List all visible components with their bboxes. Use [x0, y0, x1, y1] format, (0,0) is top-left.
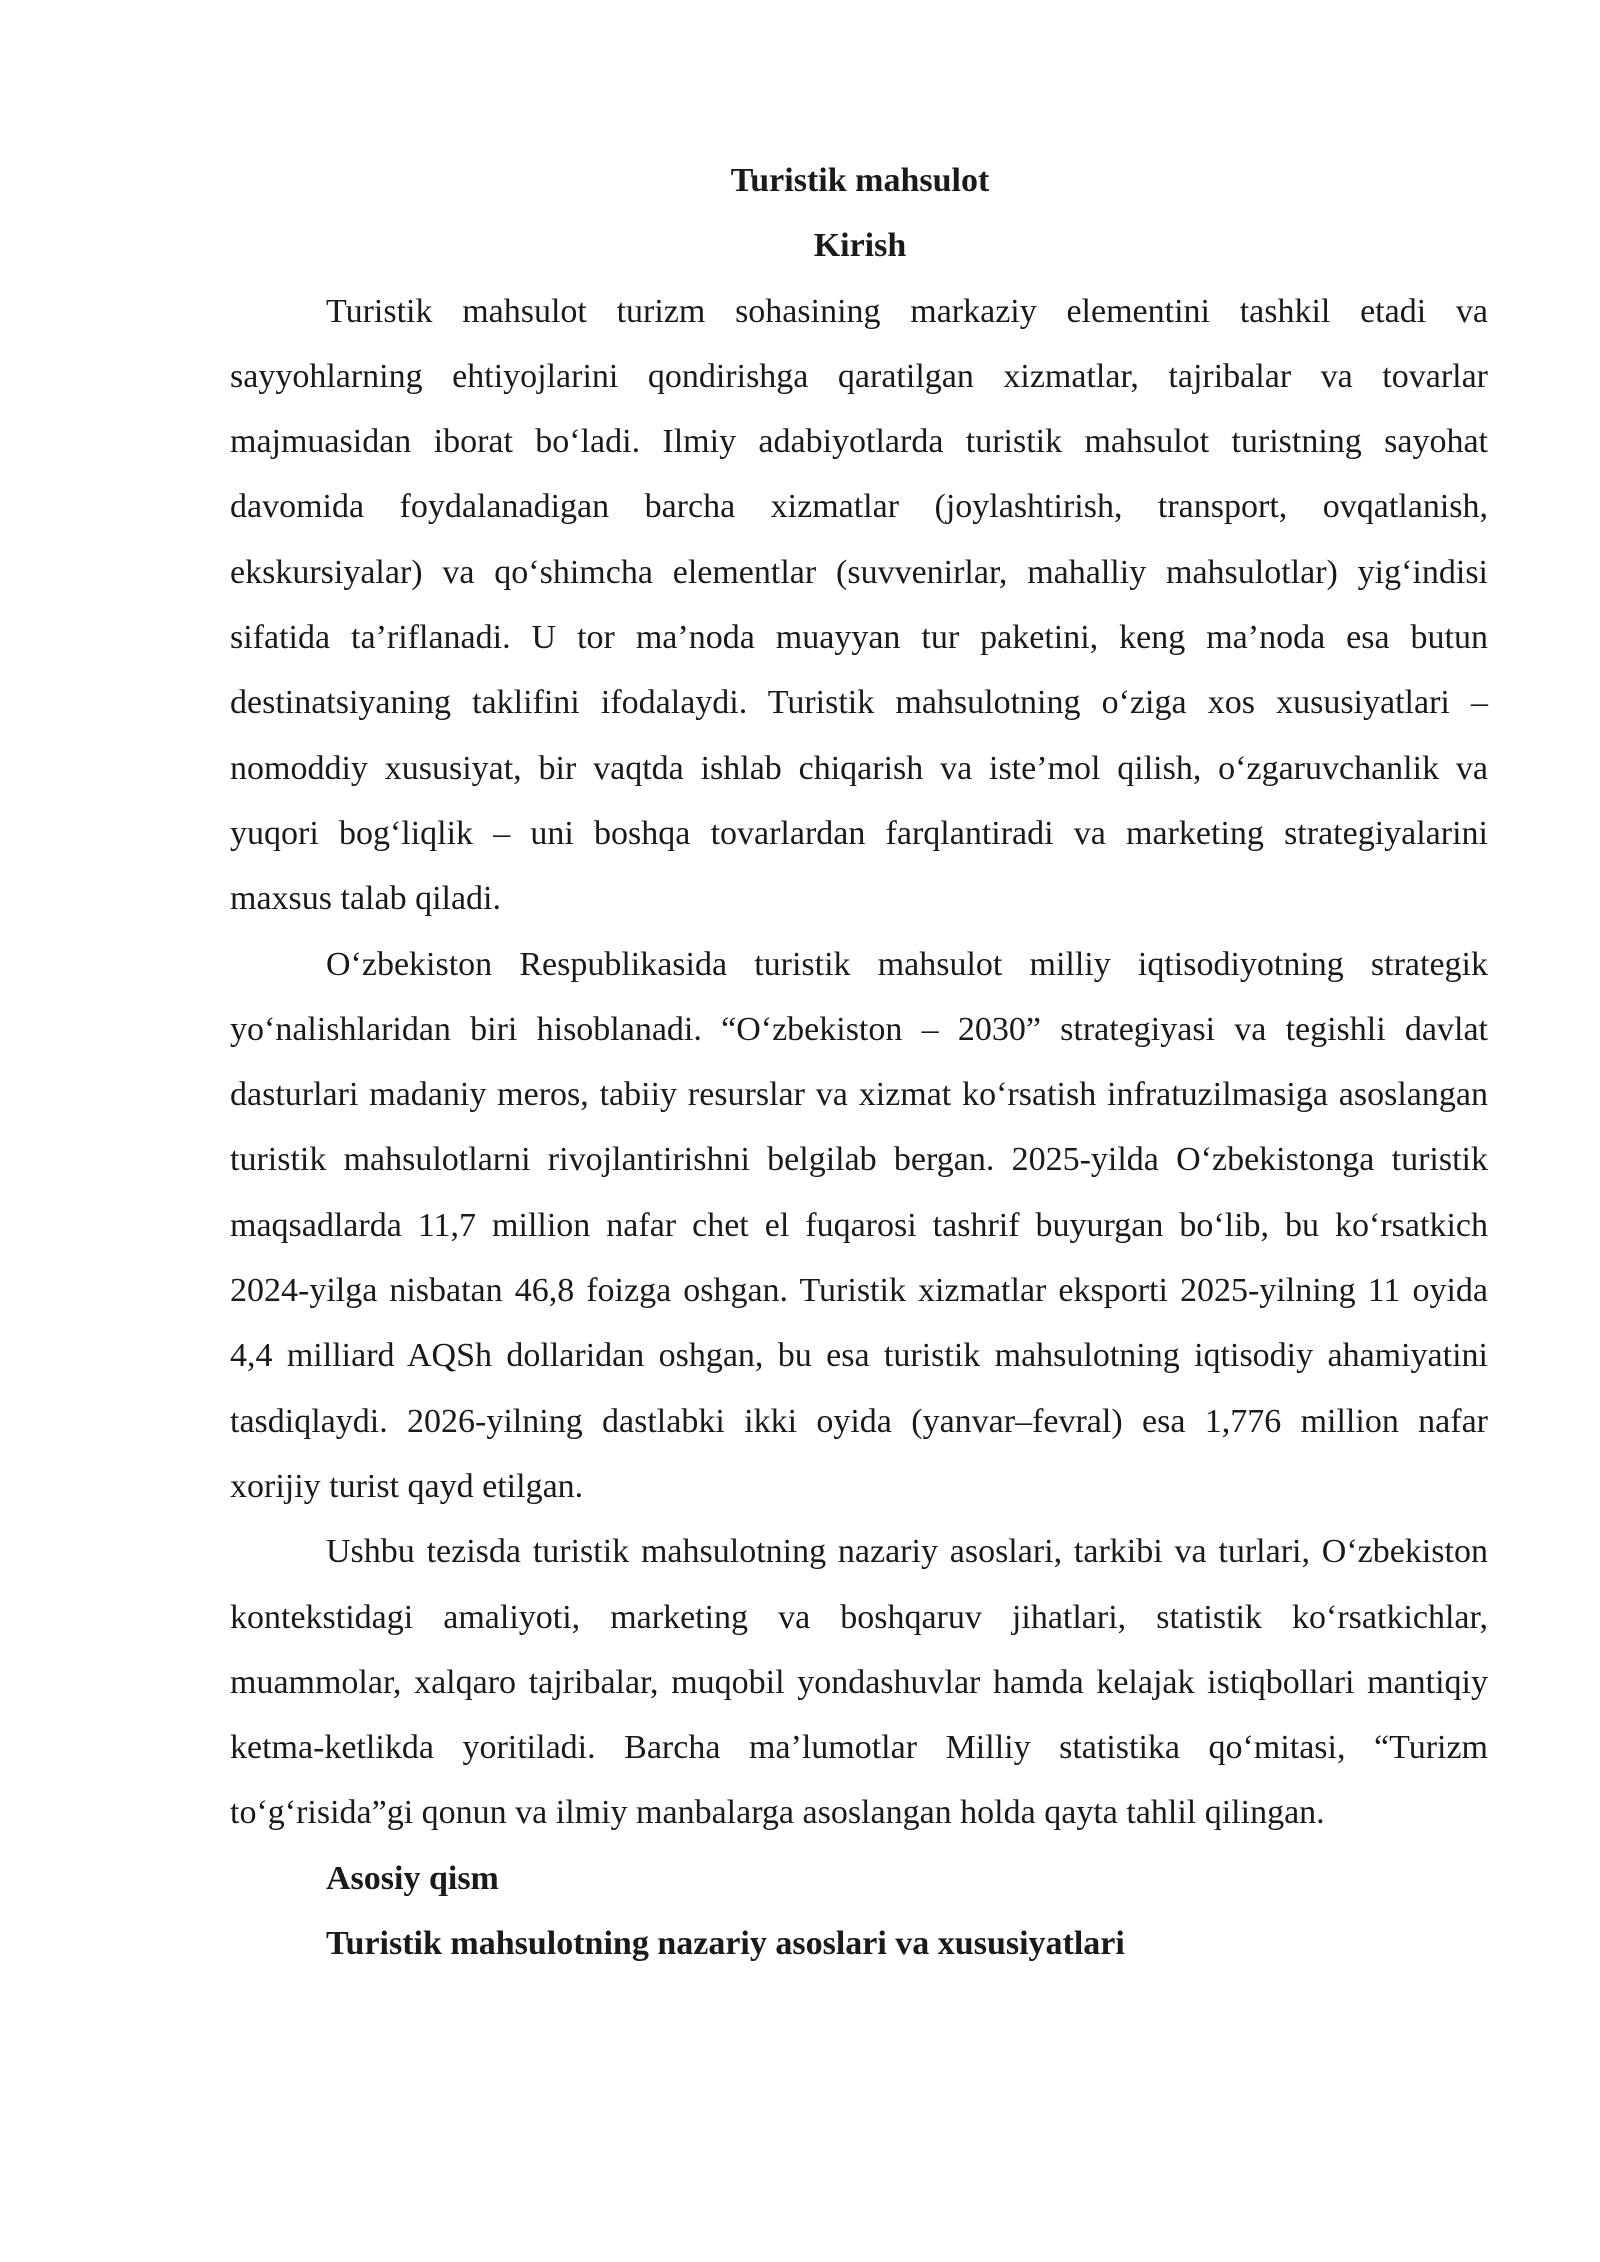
paragraph-1: Turistik mahsulot turizm sohasining markaziy elementini tashkil etadi va sayyohlarning ehtiyojlarini qondirishga qaratilgan xizmatlar, tajribalar va tovarlar majmuasidan iborat bo‘ladi. Ilmiy adabiyotlarda turistik mahsulot turistning sayohat davomida foydalanadigan barcha xizmatlar (joylashtirish, transport, ovqatlanish, ekskursiyalar) va qo‘shimcha elementlar (suvvenirlar, mahalliy mahsulotlar) yig‘indisi sifatida ta’riflanadi. U tor ma’noda muayyan tur paketini, keng ma’noda esa butun destinatsiyaning taklifini ifodalaydi. Turistik mahsulotning o‘ziga xos xususiyatlari – nomoddiy xususiyat, bir vaqtda ishlab chiqarish va iste’mol qilish, o‘zgaruvchanlik va yuqori bog‘liqlik – uni boshqa tovarlardan farqlantiradi va marketing strategiyalarini maxsus talab qiladi. [230, 292, 1488, 918]
section-heading-main: Asosiy qism [326, 1859, 499, 1897]
section-heading-intro: Kirish [813, 227, 907, 265]
document-body [230, 148, 1488, 1976]
paragraph-3: Ushbu tezisda turistik mahsulotning nazariy asoslari, tarkibi va turlari, O‘zbekiston kontekstidagi amaliyoti, marketing va boshqaruv jihatlari, statistik ko‘rsatkichlar, muammolar, xalqaro tajribalar, muqobil yondashuvlar hamda kelajak istiqbollari mantiqiy ketma-ketlikda yoritiladi. Barcha ma’lumotlar Milliy statistika qo‘mitasi, “Turizm to‘g‘risida”gi qonun va ilmiy manbalarga asoslangan holda qayta tahlil qilingan. [230, 1533, 1488, 1832]
document-title: Turistik mahsulot [730, 162, 990, 199]
subsection-heading: Turistik mahsulotning nazariy asoslari va xususiyatlari [326, 1925, 1125, 1963]
paragraph-2: O‘zbekiston Respublikasida turistik mahsulot milliy iqtisodiyotning strategik yo‘nalishlaridan biri hisoblanadi. “O‘zbekiston – 2030” strategiyasi va tegishli davlat dasturlari madaniy meros, tabiiy resurslar va xizmat ko‘rsatish infratuzilmasiga asoslangan turistik mahsulotlarni rivojlantirishni belgilab bergan. 2025-yilda O‘zbekistonga turistik maqsadlarda 11,7 million nafar chet el fuqarosi tashrif buyurgan bo‘lib, bu ko‘rsatkich 2024-yilga nisbatan 46,8 foizga oshgan. Turistik xizmatlar eksporti 2025-yilning 11 oyida 4,4 milliard AQSh dollaridan oshgan, bu esa turistik mahsulotning iqtisodiy ahamiyatini tasdiqlaydi. 2026-yilning dastlabki ikki oyida (yanvar–fevral) esa 1,776 million nafar xorijiy turist qayd etilgan. [230, 945, 1488, 1505]
